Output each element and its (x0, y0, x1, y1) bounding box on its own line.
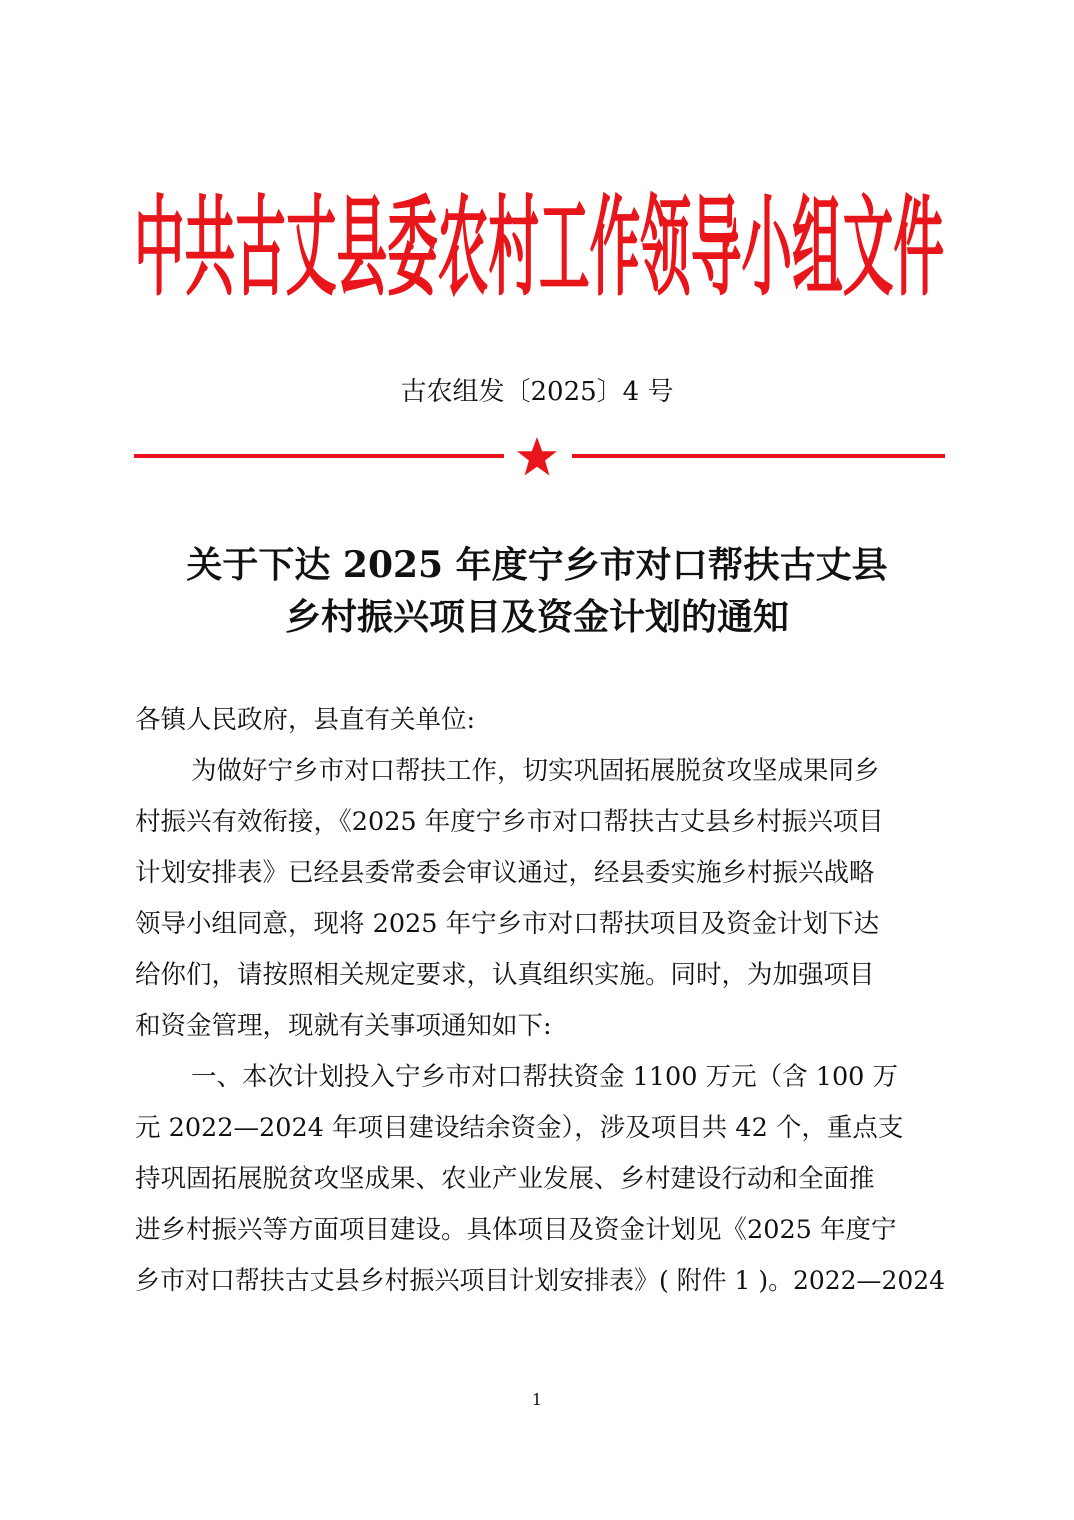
paragraph-line: 给你们，请按照相关规定要求，认真组织实施。同时，为加强项目 (135, 960, 875, 990)
paragraph-line: 领导小组同意，现将 2025 年宁乡市对口帮扶项目及资金计划下达 (135, 909, 880, 939)
paragraph-line: 乡市对口帮扶古丈县乡村振兴项目计划安排表》( 附件 1 )。2022—2024 (135, 1266, 945, 1296)
paragraph-line: 和资金管理，现就有关事项通知如下: (135, 1011, 552, 1041)
paragraph-line: 为做好宁乡市对口帮扶工作，切实巩固拓展脱贫攻坚成果同乡 (191, 756, 880, 786)
notice-title-line-1: 关于下达 2025 年度宁乡市对口帮扶古丈县 (186, 544, 888, 586)
paragraph-2 (135, 1052, 945, 1307)
paragraph-line: 计划安排表》已经县委常委会审议通过，经县委实施乡村振兴战略 (135, 858, 875, 888)
salutation (135, 695, 945, 746)
page-number: 1 (531, 1390, 543, 1409)
paragraph-line: 村振兴有效衔接，《2025 年度宁乡市对口帮扶古丈县乡村振兴项目 (135, 807, 884, 837)
paragraph-line: 元 2022—2024 年项目建设结余资金），涉及项目共 42 个，重点支 (135, 1113, 904, 1143)
document-number: 古农组发〔2025〕4 号 (400, 377, 674, 407)
paragraph-line: 一、本次计划投入宁乡市对口帮扶资金 1100 万元（含 100 万 (191, 1062, 898, 1092)
paragraph-1 (135, 746, 945, 1052)
org-header-title: 中共古丈县委农村工作领导小组文件 (134, 183, 944, 311)
divider-left (134, 454, 504, 458)
salutation-text: 各镇人民政府，县直有关单位: (135, 705, 476, 735)
notice-title-line-2: 乡村振兴项目及资金计划的通知 (284, 596, 789, 638)
paragraph-line: 进乡村振兴等方面项目建设。具体项目及资金计划见《2025 年度宁 (135, 1215, 897, 1245)
divider-right (572, 454, 945, 458)
paragraph-line: 持巩固拓展脱贫攻坚成果、农业产业发展、乡村建设行动和全面推 (135, 1164, 875, 1194)
star-icon (516, 436, 558, 478)
red-header (134, 178, 944, 318)
